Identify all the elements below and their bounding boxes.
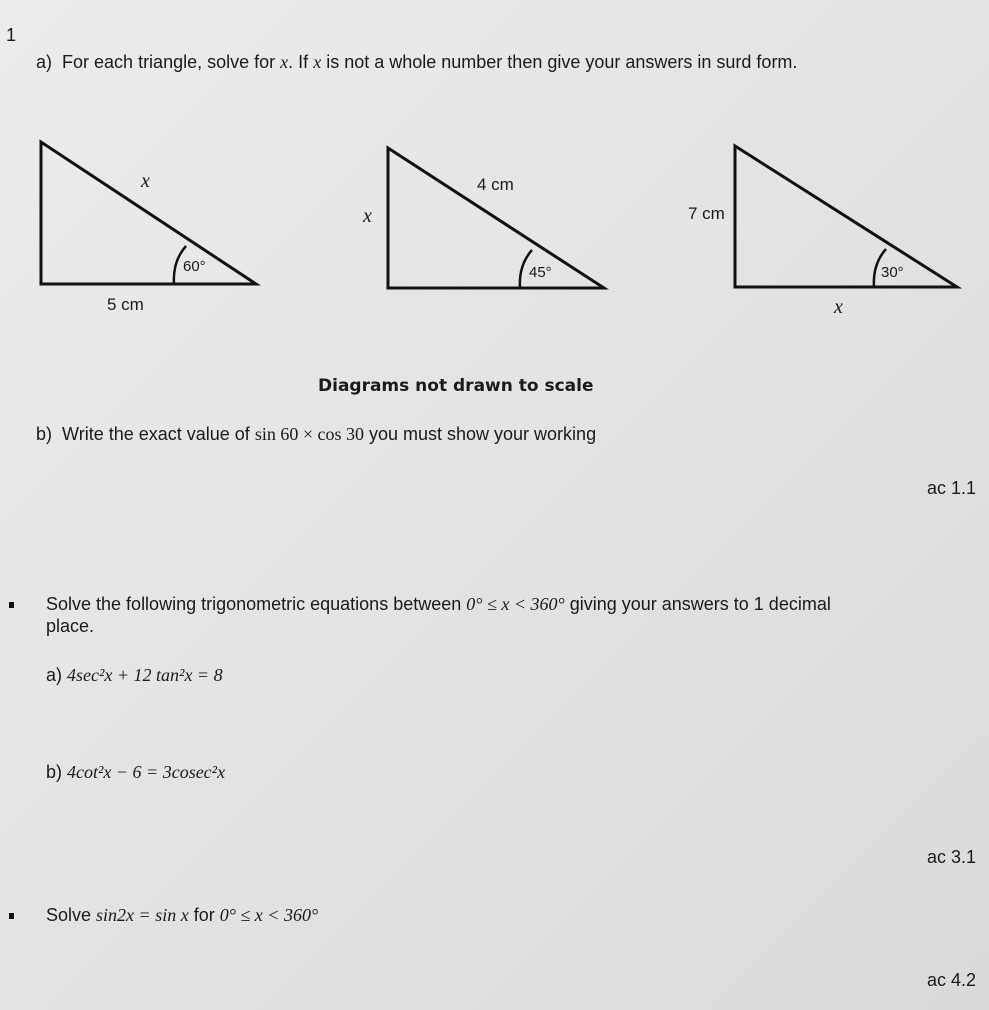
- q3-for: for: [193, 905, 215, 925]
- diagram-note: Diagrams not drawn to scale: [318, 376, 594, 396]
- q2b-equation: 4cot²x − 6 = 3cosec²x: [67, 762, 226, 782]
- part-a-prefix: For each triangle, solve for: [62, 52, 276, 72]
- q2b-label: b): [46, 762, 63, 782]
- question-2a: [46, 665, 223, 686]
- part-a-label: a): [36, 52, 53, 72]
- part-b-label: b): [36, 424, 53, 444]
- triangle-3-angle-label: 30°: [881, 264, 904, 281]
- bullet-q2: [9, 602, 14, 608]
- part-b-prefix: Write the exact value of: [62, 424, 250, 444]
- triangle-3-shape: [735, 146, 957, 287]
- triangle-2-shape: [388, 148, 604, 288]
- q2-intro-1: Solve the following trigonometric equations between: [46, 594, 462, 614]
- q3-equation: sin2x = sin x: [96, 905, 189, 925]
- q3-prefix: Solve: [46, 905, 92, 925]
- triangle-2-angle-label: 45°: [529, 264, 552, 281]
- part-a-suffix: is not a whole number then give your answers in surd form.: [326, 52, 798, 72]
- part-a-mid: . If: [288, 52, 309, 72]
- question-1b-instruction: [36, 424, 596, 445]
- ac-code-3: ac 4.2: [927, 970, 977, 990]
- triangle-1-diagram: [0, 0, 989, 330]
- triangle-1-angle-label: 60°: [183, 258, 206, 275]
- triangle-1-shape: [41, 142, 256, 284]
- part-b-expr: sin 60 × cos 30: [254, 424, 364, 444]
- part-b-suffix: you must show your working: [368, 424, 597, 444]
- q2a-equation: 4sec²x + 12 tan²x = 8: [67, 665, 223, 685]
- triangle-3-hyp-label: 7 cm: [688, 204, 725, 223]
- ac-code-1: ac 1.1: [927, 478, 977, 498]
- ac-code-2: ac 3.1: [927, 847, 977, 867]
- question-2-intro-line2: place.: [46, 616, 95, 636]
- triangle-2-hyp-label: 4 cm: [477, 175, 514, 194]
- q3-range: 0° ≤ x < 360°: [219, 905, 319, 925]
- q2-intro-2: giving your answers to 1 decimal: [569, 594, 831, 614]
- triangle-1-hyp-label: x: [141, 170, 150, 192]
- bullet-q3: [9, 913, 14, 919]
- question-number: 1: [6, 25, 17, 45]
- triangle-1-side-label: 5 cm: [107, 295, 144, 314]
- question-3: [46, 905, 318, 926]
- triangle-3-side-label: x: [834, 296, 843, 318]
- part-a-var: x: [280, 52, 289, 72]
- q2-range: 0° ≤ x < 360°: [466, 594, 565, 614]
- triangle-2-side-label: x: [363, 205, 372, 227]
- q2a-label: a): [46, 665, 63, 685]
- question-2b: [46, 762, 225, 783]
- question-2-intro: [46, 594, 831, 615]
- part-a-var2: x: [313, 52, 322, 72]
